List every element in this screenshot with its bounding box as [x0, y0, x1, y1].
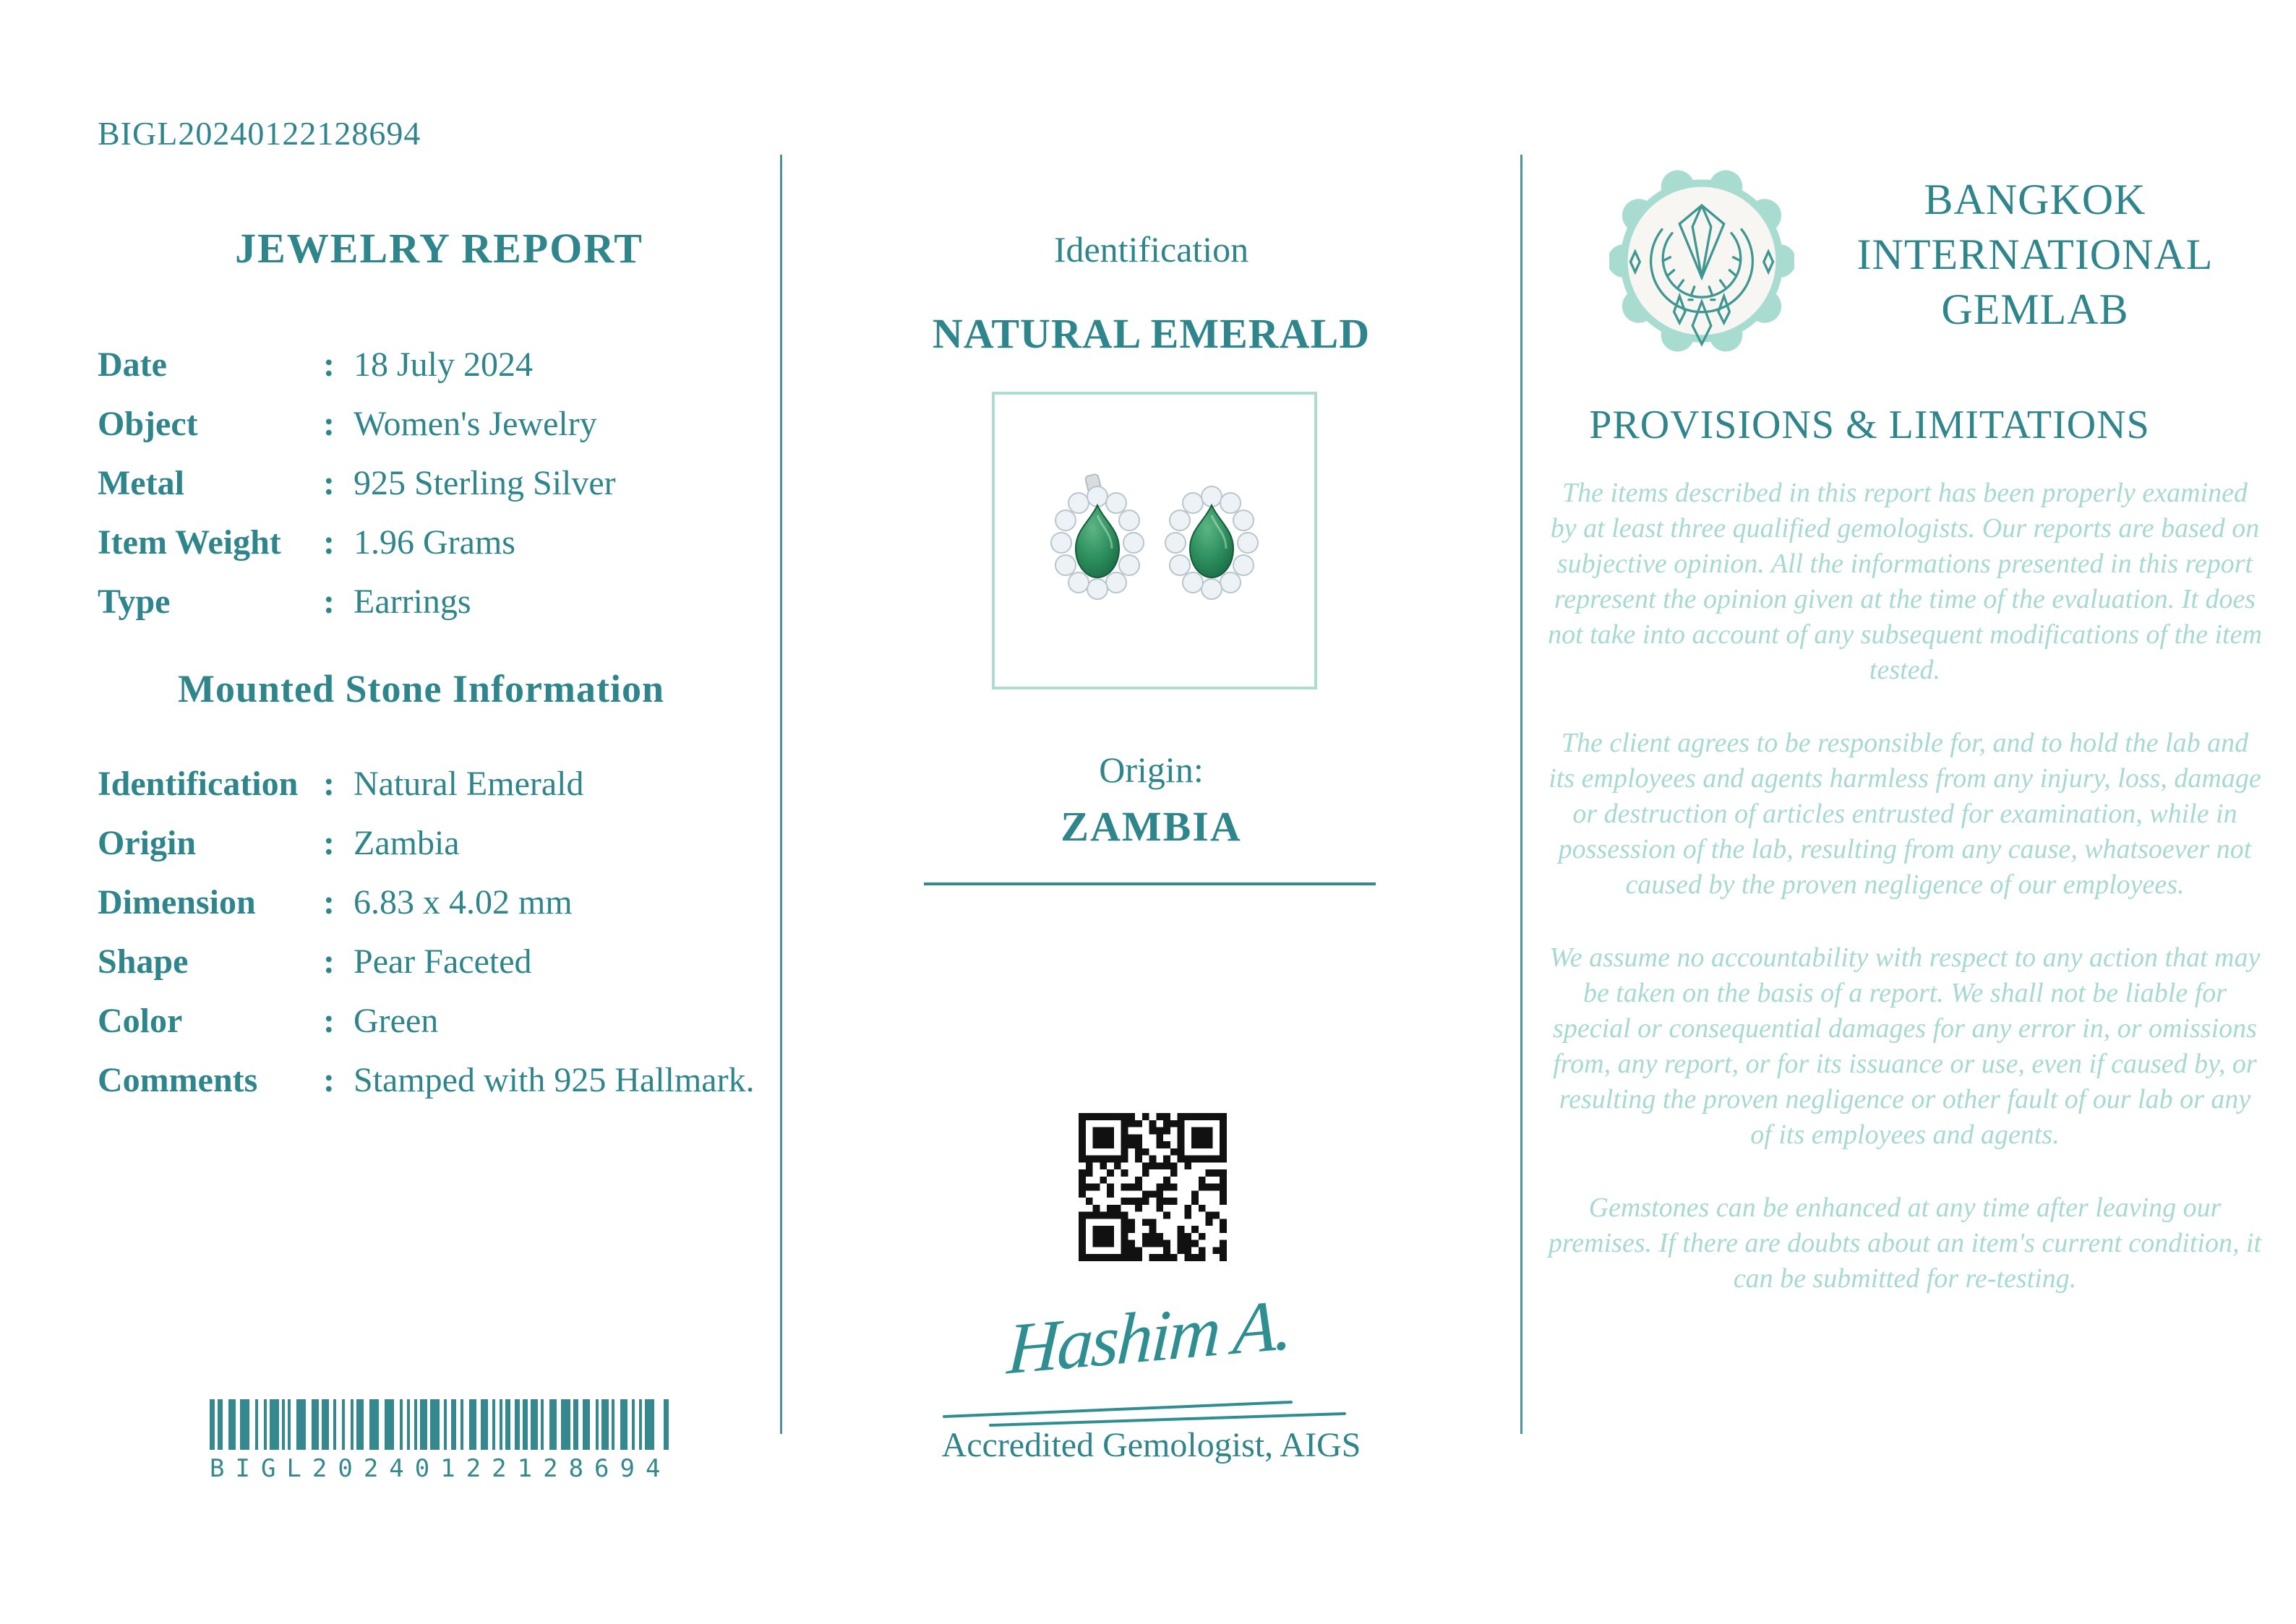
provisions-paragraphs [1547, 476, 2263, 1334]
earring-right [1165, 486, 1258, 599]
colon: : [323, 1061, 335, 1099]
colon: : [323, 765, 335, 803]
field-label: Metal [98, 464, 184, 502]
field-label: Dimension [98, 883, 256, 921]
gemlab-logo [1609, 165, 1794, 357]
field-value: Natural Emerald [354, 765, 584, 803]
field-label: Object [98, 405, 198, 443]
field-row-comments [98, 1061, 770, 1120]
field-row-item-weight [98, 523, 770, 583]
field-label: Identification [98, 765, 299, 803]
field-label: Comments [98, 1061, 258, 1099]
field-value: 925 Sterling Silver [354, 464, 616, 502]
barcode [210, 1399, 672, 1483]
field-label: Origin [98, 824, 197, 862]
signature-text: Hashim A. [1006, 1284, 1293, 1390]
colon: : [323, 583, 335, 621]
lab-name-line1: BANGKOK [1924, 176, 2146, 223]
field-row-shape [98, 942, 770, 1002]
barcode-text: BIGL20240122128694 [210, 1454, 672, 1483]
provisions-paragraph-1: The items described in this report has been properly examined by at least three qualified gemologists. Our reports are based on subjective opinion. All the informations presented in this report represent the opinion given at the time of the evaluation. It does not take into account of any subsequent modifications of the item tested. [1548, 478, 2262, 685]
field-label: Color [98, 1002, 183, 1040]
field-label: Date [98, 345, 167, 384]
field-value: Green [354, 1002, 439, 1040]
origin-label: Origin: [1099, 749, 1204, 790]
field-label: Shape [98, 942, 189, 981]
signature [925, 1284, 1374, 1431]
report-title: JEWELRY REPORT [235, 225, 643, 272]
field-row-dimension [98, 883, 770, 942]
colon: : [323, 523, 335, 562]
field-value: 6.83 x 4.02 mm [354, 883, 573, 921]
provisions-paragraph-3: We assume no accountability with respect to any action that may be taken on the basis of a report. We shall not be liable for special or consequential damages for any error in, or omissions from, any report, or for its issuance or use, even if caused by, or resulting the proven negligence or other fault of our lab or any of its employees and agents. [1549, 942, 2261, 1150]
stone-fields [98, 765, 770, 1120]
field-value: Women's Jewelry [354, 405, 597, 443]
field-value: Stamped with 925 Hallmark. [354, 1061, 755, 1099]
mounted-stone-section-title: Mounted Stone Information [177, 667, 665, 710]
colon: : [323, 405, 335, 443]
provisions-paragraph-4: Gemstones can be enhanced at any time after leaving our premises. If there are doubts about an item's current condition, it can be submitted for re-testing. [1548, 1193, 2262, 1294]
origin-value: ZAMBIA [1061, 803, 1242, 850]
colon: : [323, 824, 335, 862]
column-divider-right [1520, 155, 1522, 1434]
field-value: Zambia [354, 824, 460, 862]
provisions-paragraph-2: The client agrees to be responsible for, and to hold the lab and its employees and agents harmless from any injury, loss, damage or destruction of articles entrusted for examination, while in possession of the lab, resulting from any cause, whatsoever not caused by the proven negligence of our employees. [1548, 728, 2261, 900]
earring-left [1051, 473, 1144, 599]
lab-name-line2: INTERNATIONAL [1856, 231, 2214, 278]
column-divider-left [780, 155, 782, 1434]
jewelry-photo-frame [992, 392, 1317, 689]
earrings-photo [1021, 446, 1288, 635]
signer-title: Accredited Gemologist, AIGS [941, 1426, 1361, 1464]
lab-name [1847, 172, 2223, 337]
field-value: Earrings [354, 583, 471, 621]
origin-divider-line [924, 882, 1376, 885]
colon: : [323, 345, 335, 384]
colon: : [323, 942, 335, 981]
colon: : [323, 1002, 335, 1040]
field-row-origin [98, 824, 770, 883]
field-value: 18 July 2024 [354, 345, 534, 384]
colon: : [323, 464, 335, 502]
report-fields [98, 345, 770, 642]
colon: : [323, 883, 335, 921]
field-value: 1.96 Grams [354, 523, 515, 562]
field-label: Type [98, 583, 171, 621]
barcode-bars [210, 1399, 669, 1450]
provisions-title: PROVISIONS & LIMITATIONS [1589, 403, 2150, 447]
field-label: Item Weight [98, 523, 281, 562]
field-row-metal [98, 464, 770, 523]
field-row-object [98, 405, 770, 464]
field-value: Pear Faceted [354, 942, 532, 981]
field-row-color [98, 1002, 770, 1061]
stone-name: NATURAL EMERALD [932, 310, 1371, 357]
lab-name-line3: GEMLAB [1941, 285, 2129, 333]
identification-heading: Identification [1053, 229, 1249, 270]
qr-code [1079, 1113, 1227, 1261]
certificate-number: BIGL20240122128694 [98, 115, 421, 152]
field-row-type [98, 583, 770, 642]
signature-underline [940, 1393, 1359, 1430]
field-row-date [98, 345, 770, 405]
field-row-identification [98, 765, 770, 824]
